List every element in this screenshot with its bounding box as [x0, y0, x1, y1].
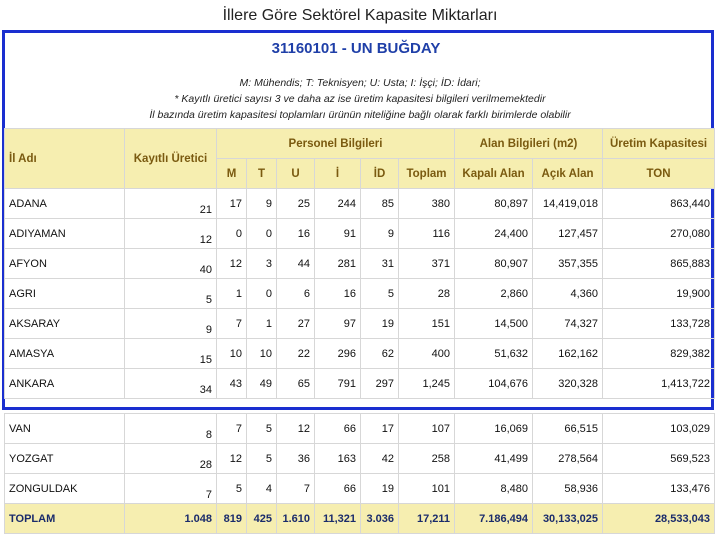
cell-t: 1	[247, 309, 277, 339]
cell-i: 66	[315, 414, 361, 444]
cell-i: 296	[315, 339, 361, 369]
cell-t: 49	[247, 369, 277, 399]
cell-m: 10	[217, 339, 247, 369]
cell-i: 97	[315, 309, 361, 339]
cell-i: 16	[315, 279, 361, 309]
cell-toplam: 101	[399, 474, 455, 504]
total-m: 819	[217, 504, 247, 534]
cell-t: 4	[247, 474, 277, 504]
cell-uretici: 8	[125, 414, 217, 444]
province-name: AFYON	[5, 249, 125, 279]
cell-kapali-alan: 14,500	[455, 309, 533, 339]
table-body-bottom	[5, 414, 715, 504]
total-u: 1.610	[277, 504, 315, 534]
table-row[interactable]	[5, 414, 715, 444]
cell-m: 1	[217, 279, 247, 309]
cell-m: 12	[217, 249, 247, 279]
cell-toplam: 151	[399, 309, 455, 339]
table-body-top	[5, 189, 715, 399]
cell-ton: 133,476	[603, 474, 715, 504]
col-t[interactable]: T	[247, 159, 277, 189]
total-ton: 28,533,043	[603, 504, 715, 534]
cell-kapali-alan: 41,499	[455, 444, 533, 474]
total-uretici: 1.048	[125, 504, 217, 534]
cell-acik-alan: 320,328	[533, 369, 603, 399]
cell-id: 5	[361, 279, 399, 309]
cell-t: 5	[247, 414, 277, 444]
province-name: ANKARA	[5, 369, 125, 399]
cell-toplam: 1,245	[399, 369, 455, 399]
cell-u: 16	[277, 219, 315, 249]
cell-id: 297	[361, 369, 399, 399]
cell-m: 17	[217, 189, 247, 219]
cell-u: 22	[277, 339, 315, 369]
table-row[interactable]	[5, 369, 715, 399]
cell-kapali-alan: 24,400	[455, 219, 533, 249]
cell-toplam: 400	[399, 339, 455, 369]
total-t: 425	[247, 504, 277, 534]
cell-acik-alan: 357,355	[533, 249, 603, 279]
cell-uretici: 28	[125, 444, 217, 474]
cell-u: 27	[277, 309, 315, 339]
total-row	[5, 504, 715, 534]
cell-t: 0	[247, 219, 277, 249]
cell-uretici: 15	[125, 339, 217, 369]
cell-ton: 270,080	[603, 219, 715, 249]
col-kapali-alan[interactable]: Kapalı Alan	[455, 159, 533, 189]
total-toplam: 17,211	[399, 504, 455, 534]
table-row[interactable]	[5, 339, 715, 369]
cell-u: 12	[277, 414, 315, 444]
col-il-adi[interactable]: İl Adı	[5, 129, 125, 189]
total-acik: 30,133,025	[533, 504, 603, 534]
cell-id: 9	[361, 219, 399, 249]
cell-t: 9	[247, 189, 277, 219]
group-personel: Personel Bilgileri	[217, 129, 455, 159]
cell-m: 43	[217, 369, 247, 399]
cell-kapali-alan: 16,069	[455, 414, 533, 444]
table-row[interactable]	[5, 249, 715, 279]
cell-m: 0	[217, 219, 247, 249]
cell-t: 3	[247, 249, 277, 279]
producer-count-note: * Kayıtlı üretici sayısı 3 ve daha az ise üretim kapasitesi bilgileri verilmemektedir	[174, 93, 546, 105]
col-toplam[interactable]: Toplam	[399, 159, 455, 189]
table-row[interactable]	[5, 474, 715, 504]
cell-acik-alan: 162,162	[533, 339, 603, 369]
cell-toplam: 28	[399, 279, 455, 309]
cell-id: 19	[361, 309, 399, 339]
cell-uretici: 21	[125, 189, 217, 219]
cell-acik-alan: 4,360	[533, 279, 603, 309]
cell-toplam: 107	[399, 414, 455, 444]
capacity-table-continued	[4, 413, 715, 534]
province-name: ADIYAMAN	[5, 219, 125, 249]
cell-kapali-alan: 8,480	[455, 474, 533, 504]
cell-ton: 1,413,722	[603, 369, 715, 399]
col-id[interactable]: İD	[361, 159, 399, 189]
capacity-table	[4, 128, 715, 399]
table-row[interactable]	[5, 219, 715, 249]
cell-id: 17	[361, 414, 399, 444]
cell-toplam: 258	[399, 444, 455, 474]
cell-uretici: 12	[125, 219, 217, 249]
cell-t: 10	[247, 339, 277, 369]
cell-id: 19	[361, 474, 399, 504]
cell-toplam: 371	[399, 249, 455, 279]
cell-ton: 103,029	[603, 414, 715, 444]
cell-id: 62	[361, 339, 399, 369]
cell-i: 163	[315, 444, 361, 474]
col-u[interactable]: U	[277, 159, 315, 189]
report-title: İllere Göre Sektörel Kapasite Miktarları	[222, 7, 498, 24]
cell-kapali-alan: 2,860	[455, 279, 533, 309]
cell-m: 12	[217, 444, 247, 474]
col-acik-alan[interactable]: Açık Alan	[533, 159, 603, 189]
province-name: YOZGAT	[5, 444, 125, 474]
cell-ton: 865,883	[603, 249, 715, 279]
col-ton[interactable]: TON	[603, 159, 715, 189]
total-label: TOPLAM	[5, 504, 125, 534]
cell-u: 44	[277, 249, 315, 279]
cell-ton: 863,440	[603, 189, 715, 219]
total-i: 11,321	[315, 504, 361, 534]
cell-id: 31	[361, 249, 399, 279]
cell-kapali-alan: 80,897	[455, 189, 533, 219]
group-alan: Alan Bilgileri (m2)	[455, 129, 603, 159]
group-uretim: Üretim Kapasitesi	[603, 129, 715, 159]
table-row[interactable]	[5, 444, 715, 474]
cell-kapali-alan: 104,676	[455, 369, 533, 399]
table-row[interactable]	[5, 189, 715, 219]
table-footer	[5, 504, 715, 534]
cell-u: 7	[277, 474, 315, 504]
province-name: AGRI	[5, 279, 125, 309]
product-subtitle: 31160101 - UN BUĞDAY	[271, 40, 441, 57]
province-name: AMASYA	[5, 339, 125, 369]
cell-ton: 569,523	[603, 444, 715, 474]
cell-i: 281	[315, 249, 361, 279]
province-name: ADANA	[5, 189, 125, 219]
col-m[interactable]: M	[217, 159, 247, 189]
col-i[interactable]: İ	[315, 159, 361, 189]
cell-u: 65	[277, 369, 315, 399]
cell-u: 25	[277, 189, 315, 219]
cell-t: 0	[247, 279, 277, 309]
cell-i: 791	[315, 369, 361, 399]
header-row-top	[5, 129, 715, 159]
cell-uretici: 40	[125, 249, 217, 279]
province-name: VAN	[5, 414, 125, 444]
cell-m: 5	[217, 474, 247, 504]
cell-i: 66	[315, 474, 361, 504]
cell-t: 5	[247, 444, 277, 474]
legend-note: M: Mühendis; T: Teknisyen; U: Usta; I: İşçi; İD: İdari;	[239, 77, 481, 89]
cell-u: 6	[277, 279, 315, 309]
total-kapali: 7.186,494	[455, 504, 533, 534]
cell-ton: 829,382	[603, 339, 715, 369]
table-row[interactable]	[5, 279, 715, 309]
cell-kapali-alan: 51,632	[455, 339, 533, 369]
cell-acik-alan: 66,515	[533, 414, 603, 444]
cell-ton: 133,728	[603, 309, 715, 339]
cell-uretici: 7	[125, 474, 217, 504]
cell-kapali-alan: 80,907	[455, 249, 533, 279]
cell-acik-alan: 74,327	[533, 309, 603, 339]
cell-m: 7	[217, 414, 247, 444]
cell-acik-alan: 14,419,018	[533, 189, 603, 219]
cell-toplam: 380	[399, 189, 455, 219]
province-name: AKSARAY	[5, 309, 125, 339]
cell-i: 244	[315, 189, 361, 219]
cell-m: 7	[217, 309, 247, 339]
cell-i: 91	[315, 219, 361, 249]
cell-id: 85	[361, 189, 399, 219]
col-kayitli-uretici[interactable]: Kayıtlı Üretici	[125, 129, 217, 189]
cell-uretici: 34	[125, 369, 217, 399]
total-id: 3.036	[361, 504, 399, 534]
cell-acik-alan: 278,564	[533, 444, 603, 474]
cell-uretici: 5	[125, 279, 217, 309]
capacity-unit-note: İl bazında üretim kapasitesi toplamları ürünün niteliğine bağlı olarak farklı birimlerde olabilir	[149, 109, 571, 121]
cell-id: 42	[361, 444, 399, 474]
cell-u: 36	[277, 444, 315, 474]
cell-acik-alan: 58,936	[533, 474, 603, 504]
table-row[interactable]	[5, 309, 715, 339]
province-name: ZONGULDAK	[5, 474, 125, 504]
cell-acik-alan: 127,457	[533, 219, 603, 249]
cell-ton: 19,900	[603, 279, 715, 309]
cell-uretici: 9	[125, 309, 217, 339]
cell-toplam: 116	[399, 219, 455, 249]
